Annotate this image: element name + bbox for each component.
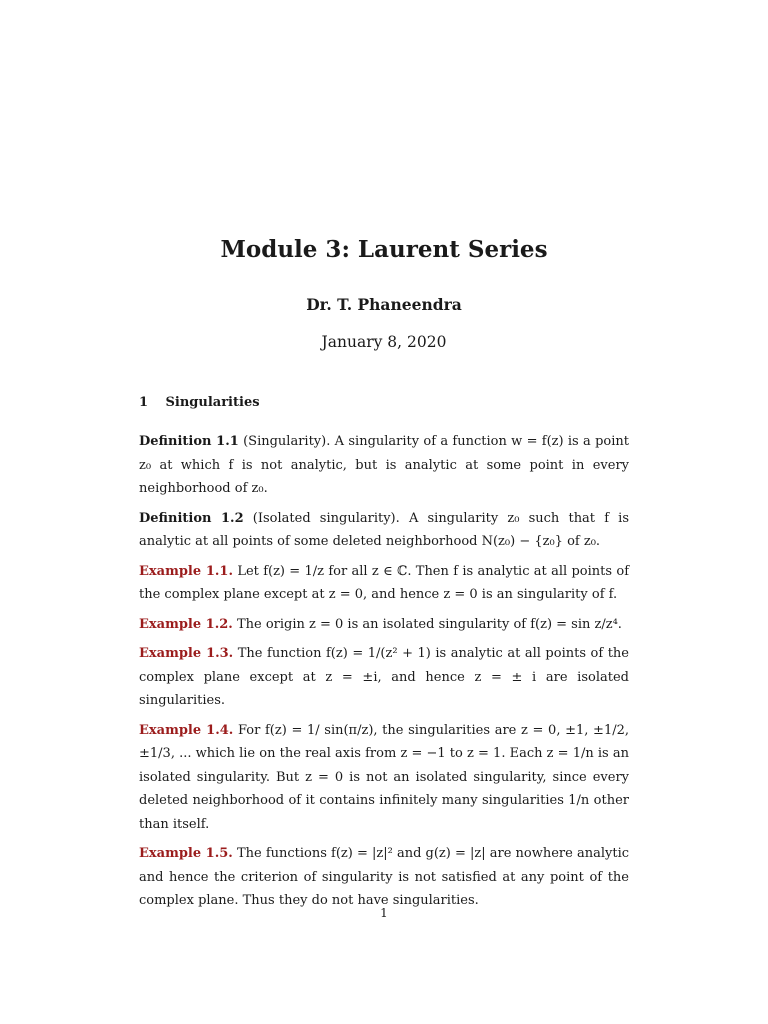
example-paragraph xyxy=(139,560,629,607)
definition-text: A singularity z₀ such that f is analytic at all points of some deleted neighborhood N(z₀) − {z₀} of z₀. xyxy=(139,510,629,549)
page-number: 1 xyxy=(380,906,388,920)
section-number: 1 xyxy=(139,395,149,410)
example-paragraph xyxy=(139,842,629,913)
example-paragraph xyxy=(139,719,629,837)
example-label: Example 1.2. xyxy=(139,616,233,632)
example-text: Let f(z) = 1/z for all z ∈ ℂ. Then f is analytic at all points of the complex plane except at z = 0, and hence z = 0 is an singularity of f. xyxy=(139,563,630,602)
definition-label: Definition 1.1 xyxy=(139,434,239,449)
definition-note: (Singularity). xyxy=(243,434,331,449)
example-text: The origin z = 0 is an isolated singularity of f(z) = sin z/z⁴. xyxy=(236,616,622,632)
example-label: Example 1.1. xyxy=(139,563,233,579)
example-text: The function f(z) = 1/(z² + 1) is analytic at all points of the complex plane except at z = ±i, and hence z = ± i are isolated singularities. xyxy=(139,646,629,708)
document-date: January 8, 2020 xyxy=(321,333,447,351)
example-paragraph xyxy=(139,642,629,713)
definition-paragraph xyxy=(139,507,629,554)
example-label: Example 1.3. xyxy=(139,646,234,661)
section-heading xyxy=(139,395,260,410)
document-title: Module 3: Laurent Series xyxy=(220,236,548,263)
example-text: The functions f(z) = |z|² and g(z) = |z| are nowhere analytic and hence the criterion of singularity is not satisfied at any point of the complex plane. Thus they do not have singularities. xyxy=(139,846,630,908)
author-name: Dr. T. Phaneendra xyxy=(306,295,462,314)
definition-text: A singularity of a function w = f(z) is a point z₀ at which f is not analytic, but is analytic at some point in every neighborhood of z₀. xyxy=(139,434,629,496)
example-paragraph xyxy=(139,613,629,637)
example-label: Example 1.4. xyxy=(139,722,234,738)
document-body xyxy=(139,430,629,919)
example-text: For f(z) = 1/ sin(π/z), the singularities are z = 0, ±1, ±1/2, ±1/3, ... which lie on the real axis from z = −1 to z = 1. Each z = 1/n is an isolated singularity. But z = 0 is not an isolated singularity, since every deleted neighborhood of it contains infinitely many singularities 1/n other than itself. xyxy=(139,722,629,832)
definition-paragraph xyxy=(139,430,629,501)
section-title: Singularities xyxy=(165,395,260,410)
definition-label: Definition 1.2 xyxy=(139,510,244,526)
example-label: Example 1.5. xyxy=(139,846,233,861)
definition-note: (Isolated singularity). xyxy=(252,510,400,526)
